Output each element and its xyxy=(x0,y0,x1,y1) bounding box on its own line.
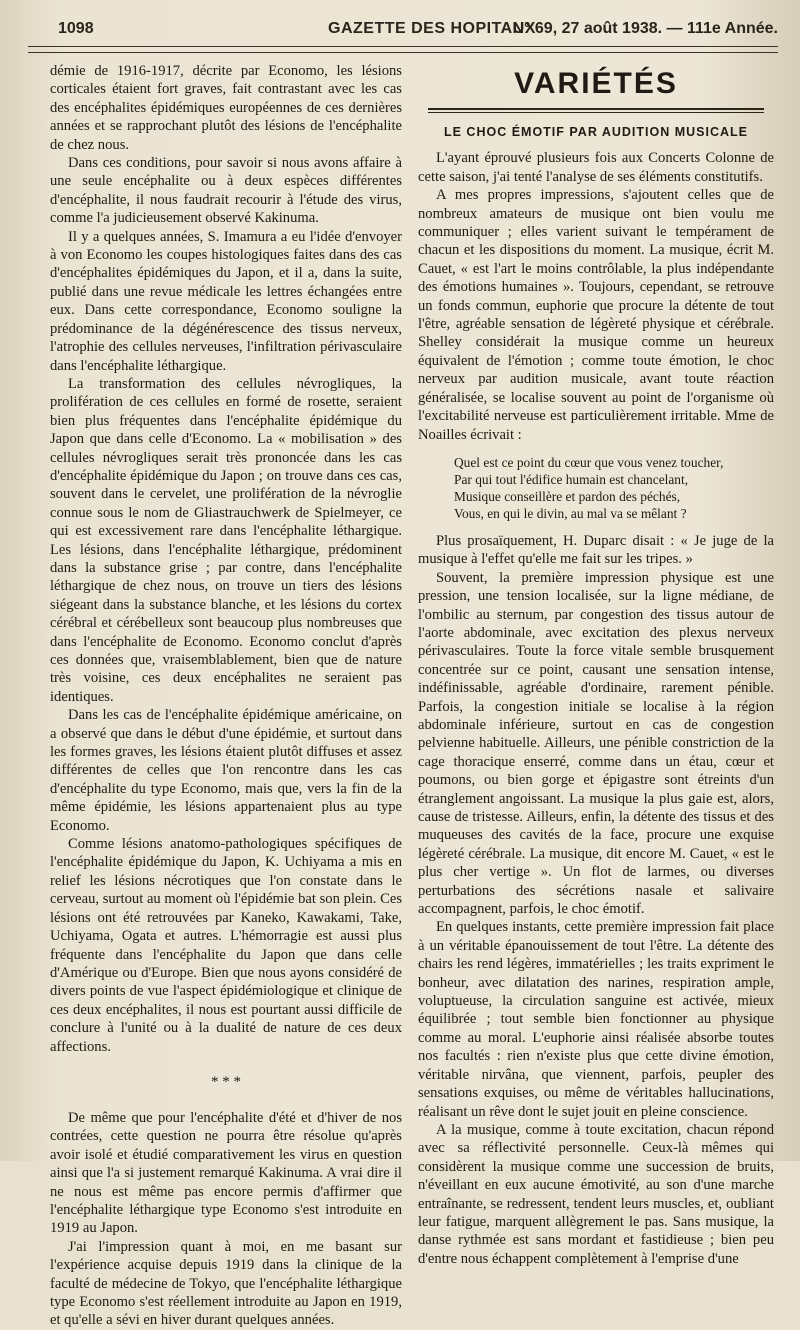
paragraph: En quelques instants, cette première impression fait place à un véritable épanouissement de tout l'être. La détente des chairs les rend légères, immatérielles ; les traits expriment le bonheur, avec dilatation des narines, respiration ample, voluptueuse, la circulation sanguine est activée, mieux équilibrée ; tout semble bien fonctionner au physique comme au moral. L'euphorie ainsi réalisée absorbe toutes nos facultés : rien n'existe plus que cette divine émotion, véritable nirvâna, que viennent, parfois, peupler des sensations exquises, ou même de véritables hallucinations, réalisant un rêve dont le sujet jouit en pleine conscience. xyxy=(418,919,774,1120)
section-title: VARIÉTÉS xyxy=(514,67,678,100)
poem-line: Vous, en qui le divin, au mal va se mêlant ? xyxy=(454,505,687,521)
paragraph: Il y a quelques années, S. Imamura a eu l'idée d'envoyer à von Economo les coupes histologiques faites dans des cas d'encéphalites épidémiques du Japon, et il a, dans la suite, publié dans une revue médicale les lettres échangées entre eux. Dans cette correspondance, Economo souligne la prédominance de la dégénérescence des tissus nerveux, l'atrophie des cellules nerveuses, l'infiltration périvasculaire dans l'encéphalite léthargique. xyxy=(50,228,402,374)
journal-title: GAZETTE DES HOPITAUX xyxy=(328,20,536,37)
poem-line: Par qui tout l'édifice humain est chancelant, xyxy=(454,471,689,487)
paragraph: De même que pour l'encéphalite d'été et d'hiver de nos contrées, cette question ne pourra être résolue qu'après avoir isolé et étudié comparativement les virus en question ainsi que l'a si justement remarqué Kakinuma. A vrai dire il ne nous est même pas encore permis d'affirmer que l'encéphalite léthargique type Economo s'est introduite en 1919 au Japon. xyxy=(50,1109,402,1237)
paragraph: La transformation des cellules névrogliques, la prolifération de ces cellules en formé de rosette, seraient bien plus fréquentes dans l'encéphalite épidémique du Japon que dans celle d'Economo. La « mobilisation » des cellules névrogliques serait très prononcée dans les cas d'encéphalite épidémique du Japon ; on trouve dans ces cas, souvent dans le cervelet, une prolifération de la névroglie connue sous le nom de Gliastrauchwerk de Spielmeyer, ce qui est excessivement rare dans l'encéphalite léthargique. Les lésions, dans l'encéphalite léthargique, prédominent dans la substance grise ; par contre, dans l'encéphalite léthargique de chez nous, on trouve un tiers des lésions siégeant dans la substance blanche, et les lésions du cortex cérébral et cérébelleux sont beaucoup plus nombreuses que dans l'encéphalite de Economo. Economo conclut d'après ces données que, vraisemblablement, bien que de nature très voisine, ces deux encéphalites ne seraient pas identiques. xyxy=(50,375,402,705)
article-title: LE CHOC ÉMOTIF PAR AUDITION MUSICALE xyxy=(443,125,749,139)
section-separator: * * * xyxy=(211,1073,241,1090)
header-rule-thin xyxy=(28,52,778,53)
paragraph: Plus prosaïquement, H. Duparc disait : « Je juge de la musique à l'effet qu'elle me fait sur les tripes. » xyxy=(418,532,774,568)
paragraph: Dans ces conditions, pour savoir si nous avons affaire à une seule encéphalite ou à deux espèces différentes d'encéphalite, il nous faudrait recourir à l'étude des virus, comme l'a judicieusement observé Kakinuma. xyxy=(50,155,402,227)
title-rule-thin xyxy=(428,112,764,113)
page-number: 1098 xyxy=(58,20,94,37)
paragraph: L'ayant éprouvé plusieurs fois aux Concerts Colonne de cette saison, j'ai tenté l'analyse de ses éléments constitutifs. xyxy=(418,150,774,185)
paragraph: démie de 1916-1917, décrite par Economo, les lésions corticales étaient fort graves, fait contrastant avec les cas des encéphalites épidémiques européennes de ces dernières années et se rapprochant plutôt des lésions de l'encéphalite de chez nous. xyxy=(50,63,402,153)
paragraph: Souvent, la première impression physique est une pression, une tension localisée, sur la ligne médiane, de l'ombilic au sternum, par congestion des tissus autour de l'aorte abdominale, avec excitation des plexus nerveux périvasculaires. Toute la force vitale semble brusquement concentrée sur ce point, causant une sensation intense, indéfinissable, agréable d'ordinaire, rarement pénible. Parfois, la congestion initiale se localise à la région abdominale inférieure, surtout en cas de congestion pelvienne habituelle. Ailleurs, une pénible constriction de la cage thoracique enserré, comme dans un étau, cœur et poumons, ou bien gorge et épigastre sont étreints d'un étranglement angoissant. La musique la plus gaie est, alors, cause de tristesse. Ailleurs, enfin, la détente des tissus et des muqueuses des cavités de la face, procure une exquise légèreté cérébrale. La musique, dit encore M. Cauet, « est le plus cher vertige ». Un flot de larmes, ou diverses perturbations des sécrétions nasale et salivaire accompagnent, parfois, le choc émotif. xyxy=(418,569,774,918)
header-rule xyxy=(28,46,778,47)
issue-info: N° 69, 27 août 1938. — 111e Année. xyxy=(512,20,778,37)
paragraph: Dans les cas de l'encéphalite épidémique américaine, on a observé que dans le début d'une épidémie, et surtout dans les formes graves, les lésions étaient plutôt diffuses et assez différentes de celles que l'on rencontre dans les cas d'encéphalite du type Economo, mais que, vers la fin de la même épidémie, les lésions appartenaient plus au type Economo. xyxy=(50,707,402,834)
title-rule xyxy=(428,108,764,110)
paragraph: A mes propres impressions, s'ajoutent celles que de nombreux amateurs de musique ont bien voulu me communiquer ; elles varient suivant le tempérament de chacun et les dispositions du moment. La musique, écrit M. Cauet, « est l'art le moins contrôlable, la plus indépendante des émotions humaines ». Toujours, cependant, se retrouve un fonds commun, euphorie que procure la détente de tout l'être, agréable sensation de légèreté physique et cérébrale. Shelley considérait la musique comme un heureux équivalent de l'émotion ; comme toute émotion, le choc nerveux par audition musicale, avant toute réaction généralisée, se localise souvent au point de l'organisme où l'excitabilité nerveuse est particulièrement irritable. Mme de Noailles écrivait : xyxy=(418,187,774,443)
poem-line: Musique conseillère et pardon des péchés, xyxy=(454,488,681,504)
right-column xyxy=(418,62,774,1268)
poem-quote xyxy=(454,454,774,522)
paragraph: Comme lésions anatomo-pathologiques spécifiques de l'encéphalite épidémique du Japon, K. Uchiyama a mis en relief les lésions nécrotiques que l'on constate dans le cerveau, surtout au moment où l'épidémie bat son plein. Ces lésions ont été retrouvées par Kaneko, Kawakami, Take, Uchiyama, Ogata et autres. L'hémorragie est aussi plus fréquente dans l'encéphalite du Japon que dans celle d'Amérique ou d'Europe. Bien que nous ayons considéré de divers points de vue l'aspect épidémiologique et clinique de ces deux encéphalites, il nous est pourtant aussi difficile de conclure à l'unité ou à la dualité de nature de ces deux affections. xyxy=(50,836,402,1055)
paragraph: J'ai l'impression quant à moi, en me basant sur l'expérience acquise depuis 1919 dans la clinique de la faculté de médecine de Tokyo, que l'encéphalite léthargique type Economo s'est réellement introduite au Japon en 1919, et qu'elle a sévi en hiver durant quelques années. xyxy=(50,1238,402,1329)
poem-line: Quel est ce point du cœur que vous venez toucher, xyxy=(454,454,724,470)
paragraph: A la musique, comme à toute excitation, chacun répond avec sa réflectivité personnelle. Ceux-là mêmes qui considèrent la musique comme une succession de bruits, n'éveillant en eux aucune émotivité, au son d'une marche entraînante, se redressent, tendent leurs muscles, et, oubliant leur fatigue, marquent allègrement le pas. Sans musique, la danse rythmée est sans mordant et fastidieuse ; bien peu d'entre nous échappent complètement à l'emprise d'une xyxy=(418,1121,774,1267)
left-column xyxy=(50,62,402,1330)
